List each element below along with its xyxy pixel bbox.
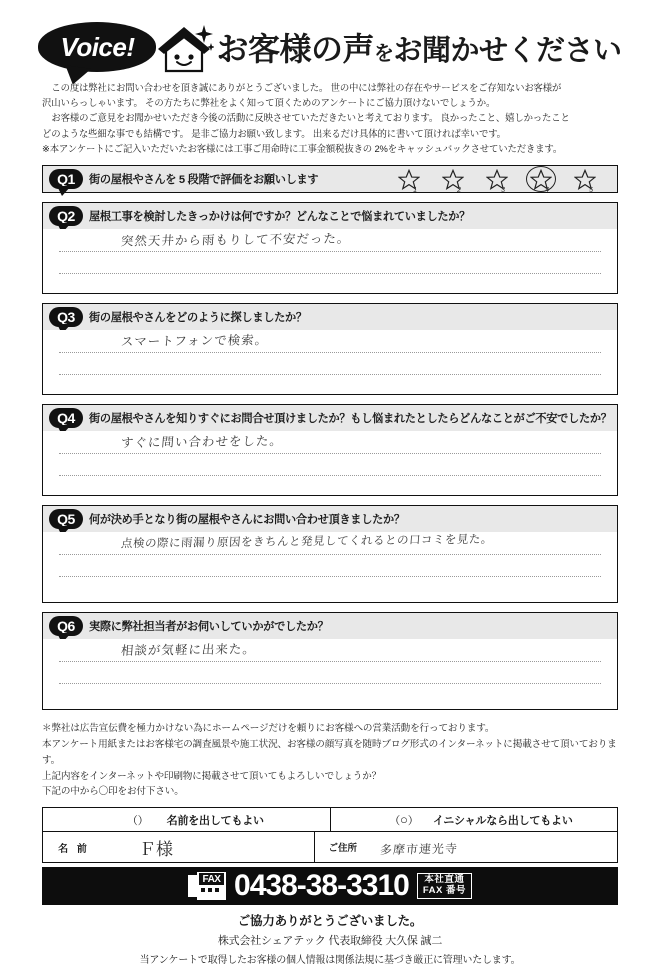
question-badge-label: Q3 bbox=[57, 309, 75, 326]
intro-line-1: この度は弊社にお問い合わせを頂き誠にありがとうございました。 世の中には弊社の存在やサービスをご存知ないお客様が bbox=[51, 82, 562, 93]
rule-line bbox=[59, 475, 601, 476]
star-option-2[interactable] bbox=[441, 167, 465, 195]
answer-area-q2[interactable] bbox=[43, 229, 617, 293]
question-block-q4 bbox=[42, 404, 618, 496]
star-option-1[interactable] bbox=[397, 167, 421, 195]
question-badge-q1 bbox=[49, 169, 83, 189]
intro-line-4: どのような些細な事でも結構です。 是非ご協力お願い致します。 出来るだけ具体的に書いて頂ければ幸いです。 bbox=[42, 127, 506, 139]
handwritten-answer-q3: スマートフォンで検索。 bbox=[120, 332, 269, 350]
handwritten-answer-q2: 突然天井から雨もりして不安だった。 bbox=[120, 230, 352, 249]
thanks-message: ご協力ありがとうございました。 bbox=[237, 914, 423, 929]
fax-banner bbox=[42, 867, 618, 905]
fax-icon-label: FAX bbox=[199, 873, 224, 885]
question-badge-label: Q1 bbox=[57, 171, 75, 188]
address-field-label: ご住所 bbox=[314, 832, 370, 862]
intro-line-3: お客様のご意見をお聞かせいただき今後の活動に反映させていただきたいと考えております。 良かったこと、嬉しかったこと bbox=[51, 112, 570, 124]
handwritten-answer-q6: 相談が気軽に出来た。 bbox=[120, 641, 257, 659]
question-badge-q6 bbox=[49, 616, 83, 636]
question-text-q2: 屋根工事を検討したきっかけは何ですか？どんなことで悩まれていましたか？ bbox=[89, 211, 471, 224]
title-tail: お聞かせください bbox=[393, 35, 622, 67]
question-badge-q3 bbox=[49, 307, 83, 327]
question-badge-q2 bbox=[49, 206, 83, 226]
question-header-q6 bbox=[43, 613, 617, 639]
page-title bbox=[216, 24, 621, 70]
star-option-3[interactable] bbox=[485, 167, 509, 195]
answer-area-q4[interactable] bbox=[43, 431, 617, 495]
star-option-4[interactable] bbox=[529, 167, 553, 195]
address-field-value[interactable]: 多摩市連光寺 bbox=[379, 841, 459, 857]
star-number-5: 5 bbox=[589, 187, 593, 195]
fax-number-tag bbox=[417, 873, 472, 899]
star-option-5[interactable] bbox=[573, 167, 597, 195]
question-badge-q4 bbox=[49, 408, 83, 428]
rule-line bbox=[59, 554, 601, 555]
answer-area-q3[interactable] bbox=[43, 330, 617, 394]
disclosure-notes bbox=[42, 721, 618, 800]
page-footer bbox=[42, 911, 618, 966]
question-badge-q5 bbox=[49, 509, 83, 529]
voice-label: Voice! bbox=[60, 31, 135, 62]
handwritten-answer-q4: すぐに問い合わせをした。 bbox=[120, 433, 284, 451]
consent-table bbox=[42, 807, 618, 863]
question-block-q3 bbox=[42, 303, 618, 395]
consent-label-initial: イニシャルなら出してもよい bbox=[432, 814, 573, 827]
star-number-4: 4 bbox=[545, 187, 549, 195]
question-header-q3 bbox=[43, 304, 617, 330]
fax-tag-line-1: 本社直通 bbox=[424, 874, 465, 886]
name-field-value[interactable]: Ｆ様 bbox=[139, 839, 173, 860]
question-text-q3: 街の屋根やさんをどのように探しましたか？ bbox=[89, 312, 307, 325]
consent-mark-full-name[interactable]: （） bbox=[126, 814, 149, 827]
note-line-1: ＊弊社は広告宣伝費を極力かけない為にホームページだけを頼りにお客様への営業活動を行っております。 bbox=[42, 723, 495, 735]
privacy-notice: 当アンケートで取得したお客様の個人情報は関係法規に基づき厳正に管理いたします。 bbox=[139, 955, 521, 966]
title-main: お客様の声 bbox=[216, 31, 374, 67]
question-badge-label: Q2 bbox=[57, 208, 75, 225]
page-header bbox=[42, 0, 622, 72]
company-name: 株式会社シェアテック 代表取締役 大久保 誠二 bbox=[217, 935, 443, 948]
selected-rating-circle bbox=[526, 166, 556, 195]
question-badge-label: Q5 bbox=[57, 511, 75, 528]
question-block-q6 bbox=[42, 612, 618, 710]
question-block-q5 bbox=[42, 505, 618, 603]
question-badge-label: Q6 bbox=[57, 618, 75, 635]
star-number-2: 2 bbox=[457, 187, 461, 195]
fax-tag-line-2: FAX 番号 bbox=[422, 885, 466, 897]
note-line-2: 本アンケート用紙またはお客様宅の調査風景や施工状況、お客様の顔写真を随時ブログ形式のインターネットに掲載させて頂いております。 bbox=[42, 739, 617, 766]
question-text-q6: 実際に弊社担当者がお伺いしていかがでしたか？ bbox=[89, 621, 329, 634]
house-mascot-icon bbox=[154, 21, 214, 73]
fax-number: 0438-38-3310 bbox=[234, 869, 409, 903]
question-badge-label: Q4 bbox=[57, 410, 75, 427]
consent-option-full-name[interactable] bbox=[43, 808, 330, 831]
question-block-q1 bbox=[42, 165, 618, 193]
rule-line bbox=[59, 374, 601, 375]
star-number-3: 3 bbox=[501, 187, 505, 195]
rule-line bbox=[59, 576, 601, 577]
question-text-q1: 街の屋根やさんを 5 段階で評価をお願いします bbox=[89, 174, 319, 187]
name-field-label: 名 前 bbox=[58, 843, 90, 855]
question-header-q1 bbox=[43, 166, 617, 195]
consent-option-initial[interactable] bbox=[330, 808, 618, 831]
intro-line-2: 沢山いらっしゃいます。 その方たちに弊社をよく知って頂くためのアンケートにご協力頂けないでしょうか。 bbox=[42, 97, 496, 109]
fax-machine-icon bbox=[188, 872, 226, 900]
question-text-q4: 街の屋根やさんを知りすぐにお問合せ頂けましたか？もし悩まれたとしたらどんなことがご不安でしたか？ bbox=[89, 413, 612, 426]
title-particle: を bbox=[374, 43, 394, 65]
rule-line bbox=[59, 453, 601, 454]
question-text-q5: 何が決め手となり街の屋根やさんにお問い合わせ頂きましたか？ bbox=[89, 514, 405, 527]
rule-line bbox=[59, 251, 601, 252]
question-header-q5 bbox=[43, 506, 617, 532]
handwritten-answer-q5: 点検の際に雨漏り原因をきちんと発見してくれるとの口コミを見た。 bbox=[120, 531, 494, 551]
question-header-q2 bbox=[43, 203, 617, 229]
question-block-q2 bbox=[42, 202, 618, 294]
consent-mark-initial[interactable]: （○） bbox=[389, 811, 419, 827]
consent-label-full-name: 名前を出してもよい bbox=[166, 814, 264, 827]
rule-line bbox=[59, 352, 601, 353]
star-rating-group[interactable] bbox=[397, 167, 617, 195]
answer-area-q6[interactable] bbox=[43, 639, 617, 709]
intro-line-5: ※本アンケートにご記入いただいたお客様には工事ご用命時に工事金額税抜きの 2%をキャッシュバックさせていただきます。 bbox=[42, 142, 563, 154]
note-line-3: 上記内容をインターネットや印刷物に掲載させて頂いてもよろしいでしょうか？ bbox=[42, 770, 382, 782]
customer-info-row bbox=[43, 832, 617, 862]
rule-line bbox=[59, 273, 601, 274]
intro-text bbox=[42, 80, 618, 156]
note-line-4: 下記の中から〇印をお付下さい。 bbox=[42, 786, 184, 798]
answer-area-q5[interactable] bbox=[43, 532, 617, 602]
rule-line bbox=[59, 661, 601, 662]
consent-options-row bbox=[43, 808, 617, 832]
question-header-q4 bbox=[43, 405, 617, 431]
star-number-1: 1 bbox=[413, 187, 417, 195]
voice-bubble-logo bbox=[38, 22, 156, 72]
rule-line bbox=[59, 683, 601, 684]
